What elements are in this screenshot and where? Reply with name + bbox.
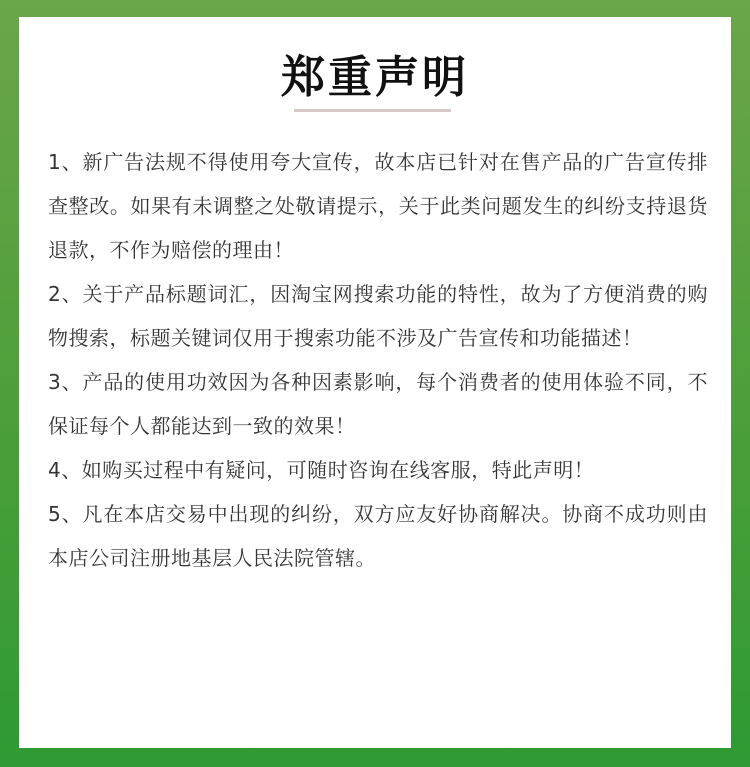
title-divider — [294, 109, 451, 112]
notice-item-4: 4、如购买过程中有疑问，可随时咨询在线客服，特此声明！ — [48, 458, 595, 482]
notice-item-5: 5、凡在本店交易中出现的纠纷，双方应友好协商解决。协商不成功则由本店公司注册地基层人民法院管辖。 — [48, 502, 708, 570]
notice-item-3: 3、产品的使用功效因为各种因素影响，每个消费者的使用体验不同，不保证每个人都能达到一致的效果！ — [48, 370, 708, 438]
notice-title: 郑重声明 — [281, 52, 469, 103]
notice-item-1: 1、新广告法规不得使用夸大宣传，故本店已针对在售产品的广告宣传排查整改。如果有未调整之处敬请提示，关于此类问题发生的纠纷支持退货退款，不作为赔偿的理由！ — [48, 150, 708, 262]
notice-panel — [19, 17, 731, 748]
notice-body — [48, 140, 708, 580]
notice-item-2: 2、关于产品标题词汇，因淘宝网搜索功能的特性，故为了方便消费的购物搜索，标题关键词仅用于搜索功能不涉及广告宣传和功能描述！ — [48, 282, 708, 350]
